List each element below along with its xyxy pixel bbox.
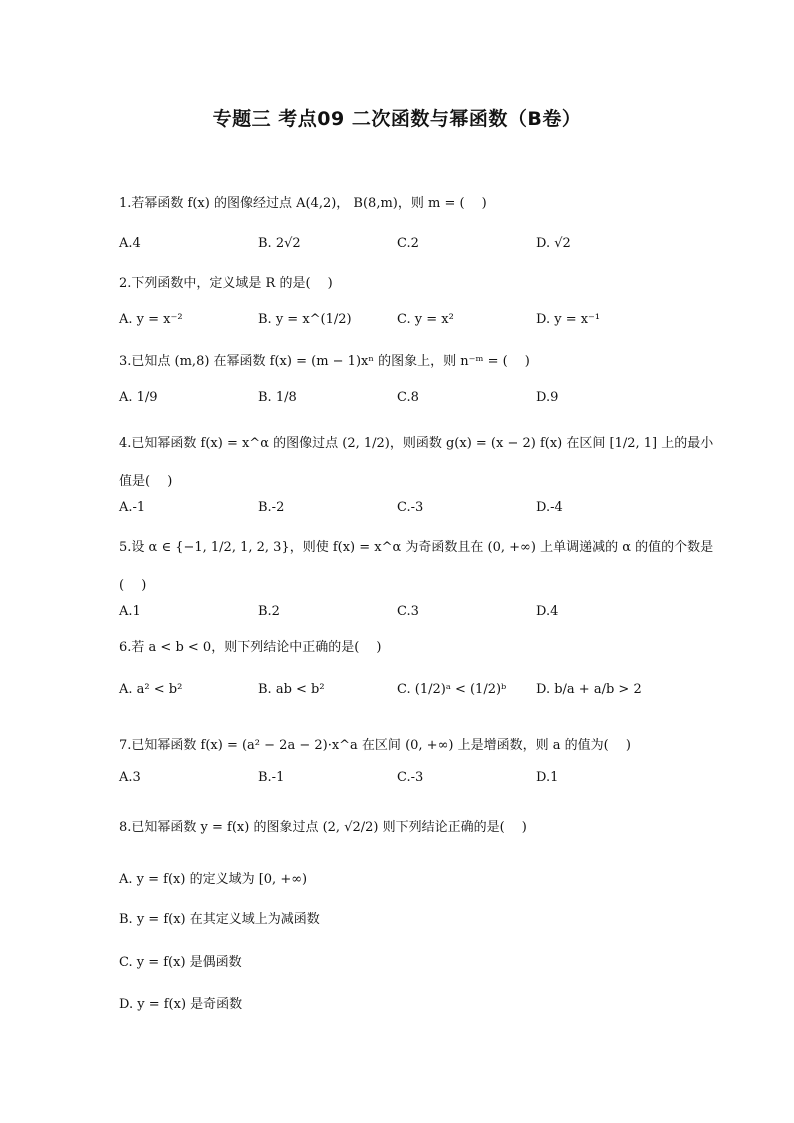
q3-option-c: C.8 xyxy=(397,390,419,405)
q4-option-a: A.-1 xyxy=(119,500,146,515)
q2-option-c: C. y = x² xyxy=(397,312,454,327)
q6-option-a: A. a² < b² xyxy=(119,682,183,697)
question-5-stem: 5.设 α ∈ {−1, 1/2, 1, 2, 3}，则使 f(x) = x^α 为奇函数且在 (0, +∞) 上单调递减的 α 的值的个数是 xyxy=(119,540,714,555)
q7-option-b: B.-1 xyxy=(258,770,285,785)
question-3-stem: 3.已知点 (m,8) 在幂函数 f(x) = (m − 1)xⁿ 的图象上，则 n⁻ᵐ = ( ) xyxy=(119,354,530,369)
q4-option-d: D.-4 xyxy=(536,500,563,515)
q5-option-d: D.4 xyxy=(536,604,559,619)
question-4-stem: 4.已知幂函数 f(x) = x^α 的图像过点 (2, 1/2)，则函数 g(x) = (x − 2) f(x) 在区间 [1/2, 1] 上的最小 xyxy=(119,436,714,451)
q2-option-d: D. y = x⁻¹ xyxy=(536,312,601,327)
q5-option-b: B.2 xyxy=(258,604,280,619)
q1-option-c: C.2 xyxy=(397,236,419,251)
question-8-stem: 8.已知幂函数 y = f(x) 的图象过点 (2, √2/2) 则下列结论正确的是( ) xyxy=(119,820,527,835)
q8-option-d: D. y = f(x) 是奇函数 xyxy=(119,997,243,1012)
q8-option-a: A. y = f(x) 的定义域为 [0, +∞) xyxy=(119,872,308,887)
page-title: 专题三 考点09 二次函数与幂函数（B卷） xyxy=(212,108,582,130)
question-6-stem: 6.若 a < b < 0，则下列结论中正确的是( ) xyxy=(119,640,382,655)
question-1-stem: 1.若幂函数 f(x) 的图像经过点 A(4,2)， B(8,m)，则 m = ( ) xyxy=(119,196,487,211)
q3-option-b: B. 1/8 xyxy=(258,390,297,405)
q7-option-c: C.-3 xyxy=(397,770,424,785)
question-5-stem-cont: ( ) xyxy=(119,578,147,593)
q3-option-d: D.9 xyxy=(536,390,559,405)
q6-option-b: B. ab < b² xyxy=(258,682,325,697)
q3-option-a: A. 1/9 xyxy=(119,390,158,405)
q5-option-c: C.3 xyxy=(397,604,419,619)
q4-option-b: B.-2 xyxy=(258,500,285,515)
q1-option-b: B. 2√2 xyxy=(258,236,301,251)
q1-option-a: A.4 xyxy=(119,236,141,251)
q8-option-b: B. y = f(x) 在其定义域上为减函数 xyxy=(119,912,320,927)
question-7-stem: 7.已知幂函数 f(x) = (a² − 2a − 2)·x^a 在区间 (0, +∞) 上是增函数，则 a 的值为( ) xyxy=(119,738,631,753)
q8-option-c: C. y = f(x) 是偶函数 xyxy=(119,955,242,970)
q7-option-d: D.1 xyxy=(536,770,559,785)
question-4-stem-cont: 值是( ) xyxy=(119,474,173,489)
q6-option-c: C. (1/2)ᵃ < (1/2)ᵇ xyxy=(397,682,507,697)
q7-option-a: A.3 xyxy=(119,770,141,785)
q5-option-a: A.1 xyxy=(119,604,141,619)
question-2-stem: 2.下列函数中，定义域是 R 的是( ) xyxy=(119,276,333,291)
q2-option-a: A. y = x⁻² xyxy=(119,312,183,327)
q1-option-d: D. √2 xyxy=(536,236,571,251)
q2-option-b: B. y = x^(1/2) xyxy=(258,312,352,327)
q6-option-d: D. b/a + a/b > 2 xyxy=(536,682,642,697)
q4-option-c: C.-3 xyxy=(397,500,424,515)
